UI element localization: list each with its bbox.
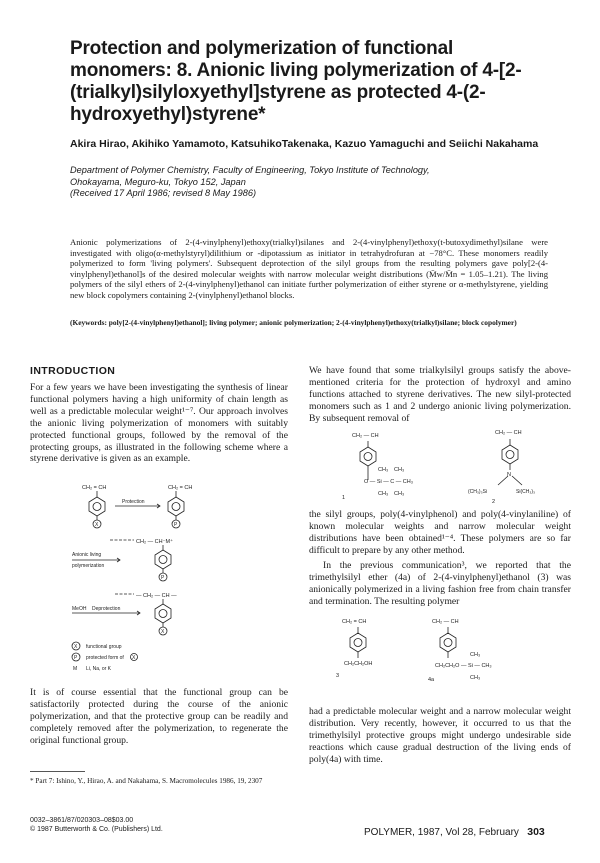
struct3-vinyl: CH₂ = CH xyxy=(342,619,367,625)
scheme-deprot-chain: — CH₂ — CH — xyxy=(136,593,177,599)
struct2-vinyl: CH₂ — CH xyxy=(495,430,522,436)
struct1-ch3-bottom-1: CH₃ xyxy=(378,491,389,497)
paper-title: Protection and polymerization of functional monomers: 8. Anionic living polymerization of 4-[2-(trialkyl)silyloxyethyl]styrene as protected 4-(2-hydroxyethyl)styrene* xyxy=(70,38,522,125)
struct3-label: 3 xyxy=(336,673,340,679)
abstract: Anionic polymerizations of 2-(4-vinylphenyl)ethoxy(trialkyl)silanes and 2-(4-vinylphenyl)ethoxy(t-butoxydimethyl)silane were investigated with oligo(α-methylstyryl)dilithium or -dipotassium as initiator in tetrahydrofuran at −78°C. These monomers readily polymerized to form 'living polymers'. Subsequent deprotection of the silyl groups from the resulting polymers gave poly[2-(4-vinylphenyl)ethanol]s of the desired molecular weights with narrow molecular weight distributions (M̄w/M̄n = 1.05–1.21). The living polymers of the silyl ethers of 2-(4-vinylphenyl)ethanol can initiate further polymerization of either styrene or α-methylstyrene, yielding new block copolymers containing 2-(vinylphenyl)ethanol blocks. xyxy=(70,237,548,300)
legend-m-symbol: M xyxy=(73,666,78,672)
legend-x-symbol: X xyxy=(74,644,78,650)
struct4a-ch3-top: CH₃ xyxy=(470,652,481,658)
struct1-ch3-bottom-2: CH₃ xyxy=(394,491,405,497)
scheme-anionic-line-2: polymerization xyxy=(72,563,105,569)
legend-functional-group: functional group xyxy=(86,644,122,650)
right-paragraph-1: We have found that some trialkylsilyl groups satisfy the above-mentioned criteria for the protection of hydroxyl and amino functions attached to styrene derivatives. The new silyl-protected monomers such as 1 and 2 undergo anionic living polymerization. By subsequent removal of xyxy=(309,365,571,424)
scheme-meoh: MeOH xyxy=(72,606,87,612)
structures-3-4a-diagram xyxy=(330,613,550,703)
legend-p-symbol: P xyxy=(74,655,78,661)
authors: Akira Hirao, Akihiko Yamamoto, KatsuhikoTakenaka, Kazuo Yamaguchi and Seiichi Nakahama xyxy=(70,138,539,150)
struct4a-vinyl: CH₂ — CH xyxy=(432,619,459,625)
scheme-x-label: X xyxy=(95,522,99,528)
protection-scheme-diagram xyxy=(70,480,250,680)
struct3-substituent: CH₂CH₂OH xyxy=(344,661,373,667)
right-paragraph-4: had a predictable molecular weight and a narrow molecular weight distribution. Very recently, however, it occurred to us that the trimethylsilyl protective groups might undergo undesirable side reactions which cause gradual destruction of the living ends of poly(4a) with time. xyxy=(309,706,571,765)
struct4a-substituent: CH₂CH₂O — Si — CH₃ xyxy=(435,663,492,669)
scheme-vinyl-2: CH₂ = CH xyxy=(168,485,193,491)
scheme-anionic-line-1: Anionic living xyxy=(72,552,102,558)
journal-citation: POLYMER, 1987, Vol 28, February xyxy=(364,827,519,838)
right-paragraph-3: In the previous communication³, we reported that the trimethylsilyl ether (4a) of 2-(4-vinylphenyl)ethanol (3) was anionically polymerized in a living fashion free from chain transfer and termination. The resulting polymer xyxy=(309,560,571,607)
intro-paragraph-2: It is of course essential that the functional group can be satisfactorily protected during the course of the anionic polymerization, and that the protective group can be readily and completely removed after the polymerization, to regenerate the original functional group. xyxy=(30,687,288,746)
struct2-nitrogen: N xyxy=(507,472,511,478)
section-heading-introduction: INTRODUCTION xyxy=(30,365,116,377)
footnote: * Part 7: Ishino, Y., Hirao, A. and Nakahama, S. Macromolecules 1986, 19, 2307 xyxy=(30,777,263,785)
struct1-ch3-top-1: CH₃ xyxy=(378,467,389,473)
struct2-label: 2 xyxy=(492,499,496,505)
scheme-p-label: P xyxy=(174,522,178,528)
legend-protected-form: protected form of xyxy=(86,655,124,661)
structures-1-2-diagram xyxy=(330,425,560,505)
scheme-protection-label: Protection xyxy=(122,499,145,505)
legend-counterion: Li, Na, or K xyxy=(86,666,112,672)
struct1-ch3-top-2: CH₃ xyxy=(394,467,405,473)
scheme-living-chain: CH₂ — CH⁻M⁺ xyxy=(136,539,173,545)
struct2-sime3-right: Si(CH₃)₃ xyxy=(516,489,536,495)
affiliation-line-2: Ohokayama, Meguro-ku, Tokyo 152, Japan xyxy=(70,176,246,187)
affiliation-line-1: Department of Polymer Chemistry, Faculty of Engineering, Tokyo Institute of Technology, xyxy=(70,165,430,175)
affiliation xyxy=(70,165,550,200)
article-code: 0032–3861/87/020303–08$03.00 xyxy=(30,817,134,824)
struct4a-ch3-bottom: CH₃ xyxy=(470,675,481,681)
struct4a-label: 4a xyxy=(428,677,435,683)
scheme-p-label-2: P xyxy=(161,575,165,581)
legend-x-symbol-inline: X xyxy=(132,655,136,661)
struct1-backbone: O — Si — C — CH₃ xyxy=(364,479,413,485)
keywords: (Keywords: poly[2-(4-vinylphenyl)ethanol]; living polymer; anionic polymerization; 2-(4-vinylphenyl)ethoxy(trialkyl)silane; block copolymer) xyxy=(70,318,517,327)
footnote-rule xyxy=(30,771,85,772)
copyright-notice: © 1987 Butterworth & Co. (Publishers) Ltd. xyxy=(30,826,163,833)
intro-paragraph-1: For a few years we have been investigating the synthesis of linear functional polymers having a high uniformity of chain length as well as a predictable molecular weight¹⁻⁷. Our approach involves the anionic living polymerization of monomers with suitably protected functional groups, followed by the removal of the protecting groups, as illustrated in the following scheme where a styrene derivative is given as an example. xyxy=(30,382,288,465)
journal-footer xyxy=(364,826,545,838)
scheme-vinyl-1: CH₂ = CH xyxy=(82,485,107,491)
struct1-label: 1 xyxy=(342,495,346,501)
copyright-block xyxy=(30,816,290,834)
struct2-sime3-left: (CH₃)₃Si xyxy=(468,489,488,495)
scheme-x-label-2: X xyxy=(161,629,165,635)
received-date: (Received 17 April 1986; revised 8 May 1986) xyxy=(70,188,257,198)
page-number: 303 xyxy=(527,826,545,838)
struct1-vinyl: CH₂ — CH xyxy=(352,433,379,439)
right-paragraph-2: the silyl groups, poly(4-vinylphenol) and poly(4-vinylaniline) of known molecular weights and narrow molecular weight distributions have been obtained¹⁻⁴. These polymers are so far difficult to prepare by any other method. xyxy=(309,509,571,556)
scheme-deprotection-label: Deprotection xyxy=(92,606,121,612)
